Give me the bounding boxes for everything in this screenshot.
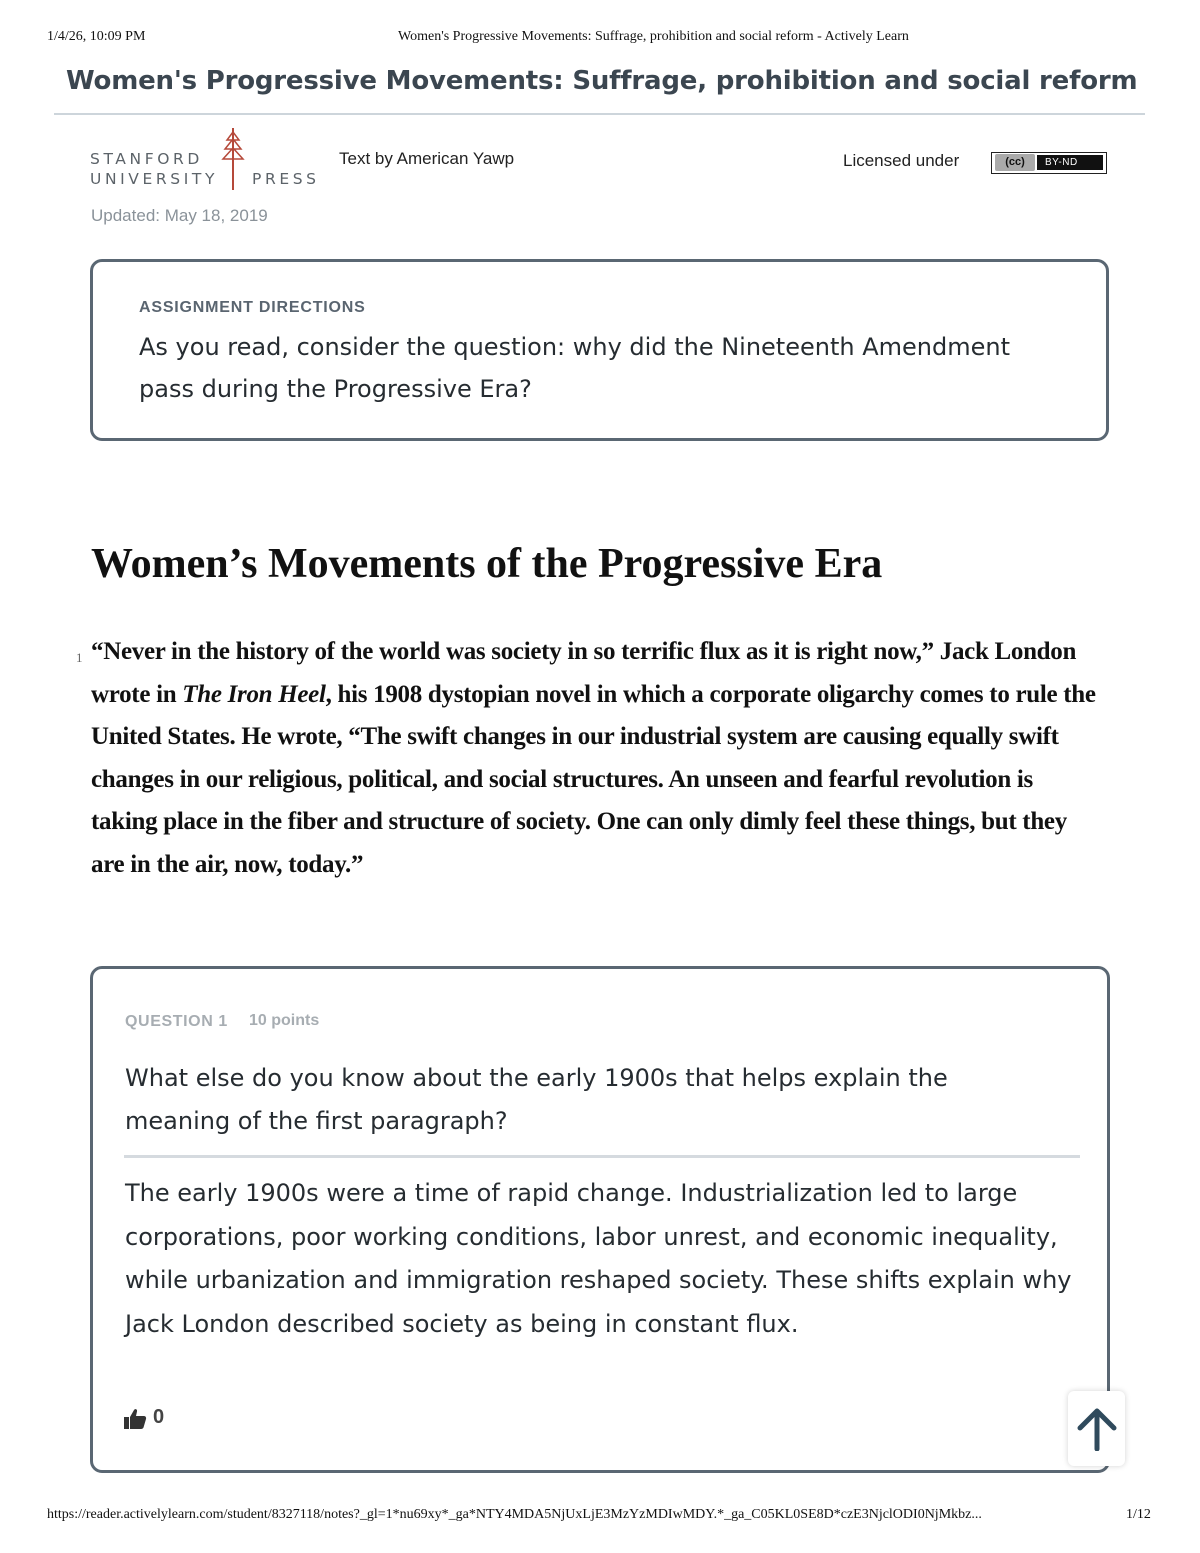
text-attribution: Text by American Yawp bbox=[339, 149, 515, 168]
logo-word-university: UNIVERSITY bbox=[90, 170, 219, 188]
like-count: 0 bbox=[153, 1406, 165, 1428]
print-page-count: 1/12 bbox=[1126, 1507, 1151, 1522]
arrow-up-icon bbox=[1076, 1407, 1118, 1451]
question-text: What else do you know about the early 1900s that helps explain the meaning of the first paragraph? bbox=[125, 1064, 948, 1135]
print-header bbox=[0, 29, 1200, 49]
stanford-press-logo[interactable] bbox=[90, 128, 330, 192]
updated-date: Updated: May 18, 2019 bbox=[91, 206, 268, 225]
paragraph-text-start: “Never in the history of the world was society in so terrific flux as it is right now,” Jack London wrote in bbox=[91, 638, 1077, 708]
logo-word-stanford: STANFORD bbox=[90, 150, 203, 168]
question-divider bbox=[124, 1155, 1080, 1158]
title-divider bbox=[54, 113, 1145, 115]
logo-word-press: PRESS bbox=[252, 170, 320, 188]
paragraph-number: 1 bbox=[76, 650, 83, 665]
license-label: Licensed under bbox=[843, 151, 960, 170]
cc-icon: (cc) bbox=[995, 154, 1035, 171]
redwood-tree-icon bbox=[220, 128, 246, 190]
cc-license-badge[interactable] bbox=[991, 152, 1107, 174]
question-card bbox=[90, 966, 1110, 1473]
print-url: https://reader.activelylearn.com/student/8327118/notes?_gl=1*nu69xy*_ga*NTY4MDA5NjUxLjE3MzYzMDIwMDY.*_ga_C05KL0SE8D*czE3NjclODI0NjMkbz... bbox=[47, 1507, 982, 1522]
section-title: Women’s Movements of the Progressive Era bbox=[91, 541, 883, 587]
reading-paragraph[interactable] bbox=[91, 631, 1101, 886]
directions-body: As you read, consider the question: why did the Nineteenth Amendment pass during the Progressive Era? bbox=[139, 333, 1010, 403]
page-title: Women's Progressive Movements: Suffrage, prohibition and social reform bbox=[66, 66, 1138, 96]
assignment-directions-box bbox=[90, 259, 1109, 441]
question-label: QUESTION 1 bbox=[125, 1013, 228, 1030]
print-footer bbox=[0, 1507, 1200, 1527]
paragraph-text-end: , his 1908 dystopian novel in which a corporate oligarchy comes to rule the United States. He wrote, “The swift changes in our industrial system are causing equally swift changes in our religious, political, and social structures. An unseen and fearful revolution is taking place in the fiber and structure of society. One can only dimly feel these things, but they are in the air, now, today.” bbox=[91, 680, 1096, 878]
scroll-to-top-button[interactable] bbox=[1068, 1391, 1125, 1466]
cc-license-type: BY-ND bbox=[1037, 155, 1103, 170]
question-points: 10 points bbox=[249, 1012, 320, 1029]
directions-heading: ASSIGNMENT DIRECTIONS bbox=[139, 299, 366, 316]
thumbs-up-icon bbox=[123, 1408, 147, 1430]
print-timestamp: 1/4/26, 10:09 PM bbox=[47, 29, 146, 44]
print-page-title: Women's Progressive Movements: Suffrage, prohibition and social reform - Actively Learn bbox=[398, 29, 909, 44]
book-title: The Iron Heel bbox=[182, 680, 326, 708]
answer-text[interactable]: The early 1900s were a time of rapid change. Industrialization led to large corporations, poor working conditions, labor unrest, and economic inequality, while urbanization and immigration reshaped society. These shifts explain why Jack London described society as being in constant flux. bbox=[125, 1179, 1072, 1338]
